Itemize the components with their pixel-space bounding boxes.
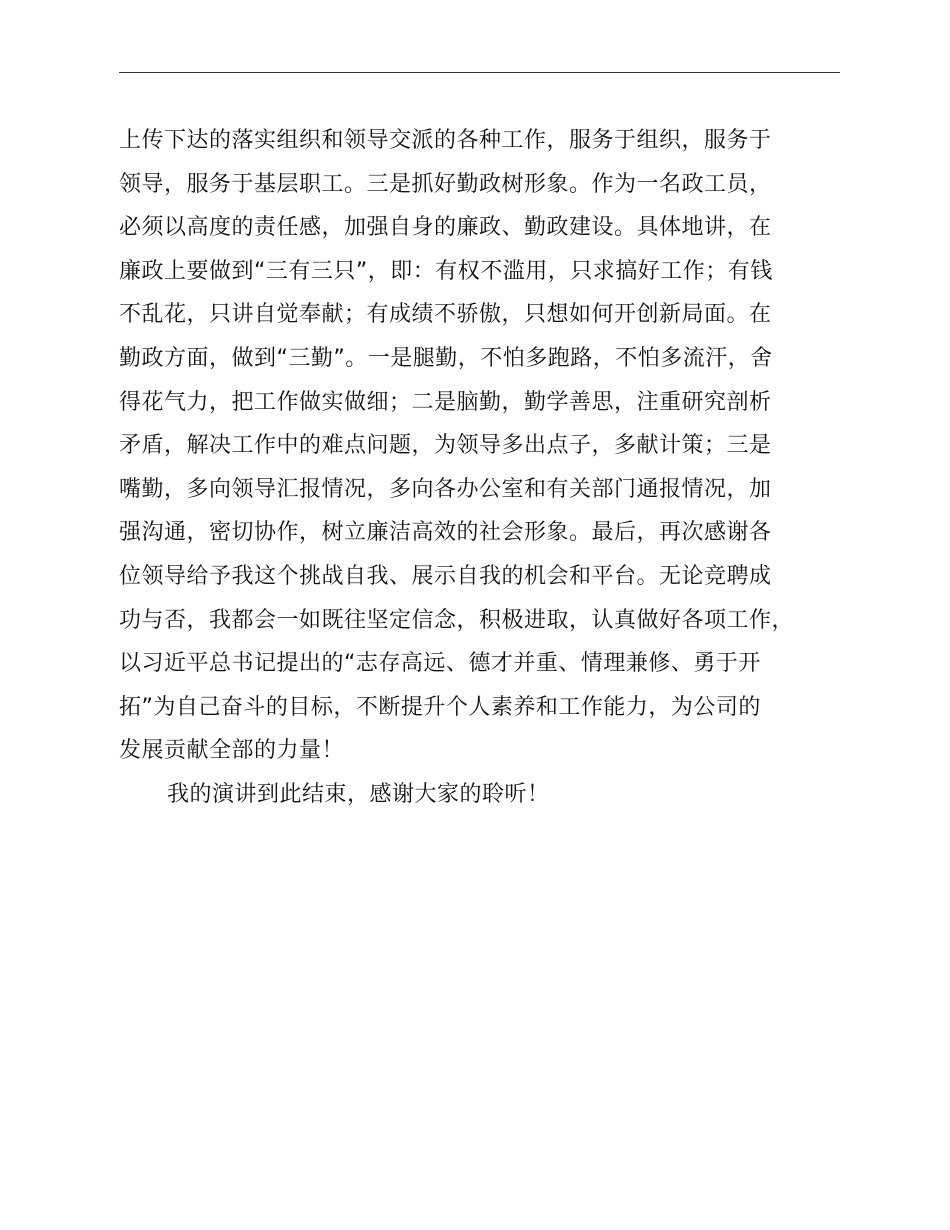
text-line: 功与否，我都会一如既往坚定信念，积极进取，认真做好各项工作， <box>119 607 795 633</box>
text-line: 上传下达的落实组织和领导交派的各种工作，服务于组织，服务于 <box>119 128 772 153</box>
text-line: 强沟通，密切协作，树立廉洁高效的社会形象。最后，再次感谢各 <box>119 520 772 546</box>
text-line: 廉政上要做到“三有三只”，即：有权不滥用，只求搞好工作；有钱 <box>119 258 773 284</box>
text-line: 发展贡献全部的力量！ <box>119 738 345 764</box>
header-rule <box>119 72 840 73</box>
document-body <box>119 119 859 817</box>
text-line: 矛盾，解决工作中的难点问题，为领导多出点子，多献计策；三是 <box>119 433 772 459</box>
text-line: 得花气力，把工作做实做细；二是脑勤，勤学善思，注重研究剖析 <box>119 389 772 415</box>
text-line: 必须以高度的责任感，加强自身的廉政、勤政建设。具体地讲，在 <box>119 215 772 241</box>
text-line: 领导，服务于基层职工。三是抓好勤政树形象。作为一名政工员， <box>119 171 772 197</box>
text-line: 位领导给予我这个挑战自我、展示自我的机会和平台。无论竞聘成 <box>119 563 772 589</box>
text-line: 不乱花，只讲自觉奉献；有成绩不骄傲，只想如何开创新局面。在 <box>119 302 772 328</box>
text-line: 勤政方面，做到“三勤”。一是腿勤，不怕多跑路，不怕多流汗，舍 <box>119 345 773 371</box>
text-line: 嘴勤，多向领导汇报情况，多向各办公室和有关部门通报情况，加 <box>119 476 772 502</box>
text-line: 以习近平总书记提出的“志存高远、德才并重、情理兼修、勇于开 <box>119 651 761 677</box>
closing-paragraph: 我的演讲到此结束，感谢大家的聆听！ <box>167 781 550 807</box>
text-line: 拓”为自己奋斗的目标，不断提升个人素养和工作能力，为公司的 <box>119 694 761 720</box>
